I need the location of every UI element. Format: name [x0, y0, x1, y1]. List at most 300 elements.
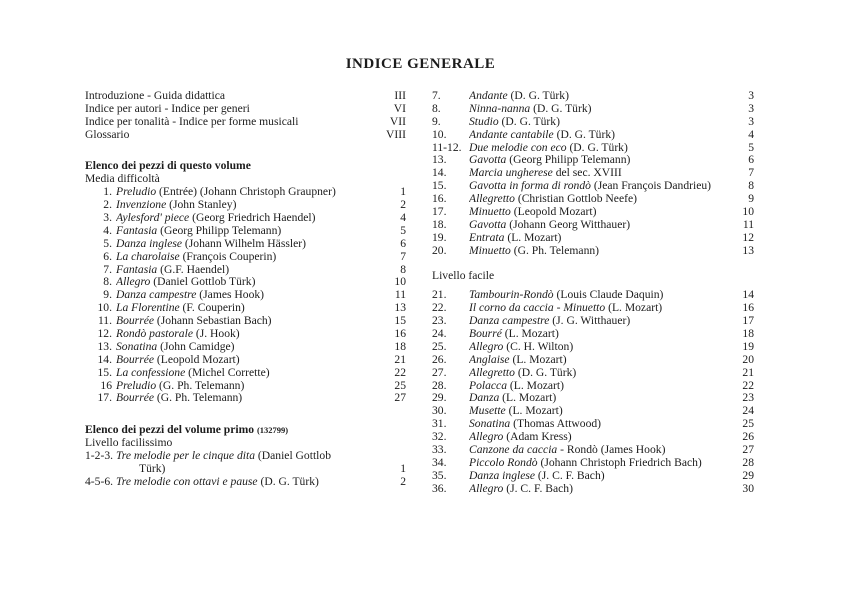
entry-title: Gavotta: [469, 218, 507, 231]
entry-text: [469, 245, 738, 258]
entry-author: (L. Mozart): [509, 353, 567, 366]
entry-number: 1-2-3.: [85, 449, 114, 463]
entry-author: (L. Mozart): [505, 405, 563, 418]
entry-text: [116, 328, 390, 341]
entry-text: [469, 444, 738, 457]
level-label: [432, 270, 754, 283]
toc-row: [85, 328, 406, 341]
toc-row: [432, 431, 754, 444]
entry-text: [469, 206, 738, 219]
right-list-b: [432, 289, 754, 495]
entry-title: Canzone da caccia: [469, 444, 558, 457]
entry-title: Invenzione: [116, 199, 167, 212]
entry-author: - Rondò (James Hook): [557, 444, 666, 457]
entry-title: Preludio: [116, 186, 157, 199]
entry-page: VIII: [386, 127, 406, 141]
entry-page: 4: [400, 211, 406, 225]
entry-author: (Johann Christoph Friedrich Bach): [537, 456, 702, 469]
entry-title: Piccolo Rondò: [469, 456, 538, 469]
entry-page: 21: [742, 365, 754, 379]
entry-author: (L. Mozart): [499, 392, 557, 405]
entry-title: Minuetto: [469, 206, 511, 219]
toc-row: [432, 142, 754, 155]
entry-number: 2.: [103, 198, 112, 212]
entry-number: 4-5-6.: [85, 474, 114, 488]
page-title: INDICE GENERALE: [345, 56, 496, 72]
entry-number: 14.: [432, 166, 447, 180]
entry-page: 7: [748, 166, 754, 180]
entry-text: [116, 380, 390, 393]
entry-title: Tambourin-Rondò: [469, 289, 554, 302]
entry-title: La confessione: [116, 366, 186, 379]
toc-row: [432, 219, 754, 232]
entry-text: Indice per tonalità - Indice per forme musicali: [85, 115, 299, 128]
entry-title: Danza campestre: [469, 315, 550, 328]
entry-text: [469, 302, 738, 315]
entry-author: (François Couperin): [179, 250, 277, 263]
entry-page: 23: [742, 391, 754, 405]
entry-number: 6.: [103, 249, 112, 263]
entry-page: 26: [742, 430, 754, 444]
entry-text: [469, 380, 738, 393]
entry-page: 11: [394, 288, 406, 302]
entry-author: (D. G. Türk): [498, 115, 560, 128]
entry-text: [469, 154, 744, 167]
toc-row: [432, 367, 754, 380]
entry-page: 8: [748, 179, 754, 193]
entry-title: Bourré: [469, 328, 502, 341]
entry-title: Gavotta: [469, 154, 507, 167]
right-column: [432, 90, 754, 496]
entry-text: [469, 315, 738, 328]
toc-row: [85, 354, 406, 367]
toc-row: [432, 90, 754, 103]
entry-page: 20: [742, 352, 754, 366]
entry-number: 16: [100, 378, 112, 392]
toc-row: [432, 315, 754, 328]
entry-page: 1: [400, 461, 406, 475]
entry-text: [469, 483, 738, 496]
entry-author: (J. G. Witthauer): [549, 315, 631, 328]
toc-row: [432, 380, 754, 393]
toc-row: [85, 264, 406, 277]
entry-author: (Thomas Attwood): [510, 418, 602, 431]
entry-text: [116, 315, 390, 328]
entry-title: Sonatina: [116, 340, 158, 353]
toc-row: [85, 129, 406, 142]
entry-number: 11.: [97, 314, 112, 328]
toc-row: [85, 238, 406, 251]
entry-author: (John Camidge): [157, 340, 235, 353]
section1-list: [85, 186, 406, 405]
toc-row: [432, 167, 754, 180]
entry-title: Marcia ungherese: [469, 167, 553, 180]
toc-row: [432, 328, 754, 341]
entry-author: (Johann Wilhelm Hässler): [182, 237, 306, 250]
entry-author: (Daniel Gottlob: [255, 450, 331, 463]
entry-text: [116, 199, 396, 212]
entry-author: (Jean François Dandrieu): [590, 180, 712, 193]
entry-page: 18: [742, 327, 754, 341]
entry-page: 11: [742, 217, 754, 231]
entry-page: 24: [742, 404, 754, 418]
toc-row: [432, 418, 754, 431]
entry-number: 17.: [432, 205, 447, 219]
toc-row: [85, 450, 406, 463]
toc-row: [432, 180, 754, 193]
toc-row: [85, 367, 406, 380]
right-list-a: [432, 90, 754, 258]
toc-row: [432, 470, 754, 483]
section-heading: [85, 424, 406, 437]
section2-list: [85, 450, 406, 489]
entry-number: 30.: [432, 404, 447, 418]
entry-author: (D. G. Türk): [507, 90, 569, 102]
entry-title: Bourrée: [116, 353, 154, 366]
entry-page: 16: [742, 301, 754, 315]
entry-page: 22: [394, 365, 406, 379]
entry-number: 32.: [432, 430, 447, 444]
entry-page: 6: [400, 236, 406, 250]
entry-page: 27: [394, 391, 406, 405]
entry-number: 3.: [103, 211, 112, 225]
toc-row: [432, 483, 754, 496]
entry-number: 19.: [432, 230, 447, 244]
entry-number: 34.: [432, 455, 447, 469]
entry-number: 8.: [432, 101, 441, 115]
entry-author: (Georg Friedrich Haendel): [189, 212, 316, 225]
entry-page: VII: [389, 114, 406, 128]
entry-text: [116, 354, 390, 367]
entry-page: 7: [400, 249, 406, 263]
toc-row: [432, 444, 754, 457]
entry-text: [116, 186, 396, 199]
entry-page: 5: [400, 223, 406, 237]
toc-row: [432, 206, 754, 219]
entry-number: 15.: [432, 179, 447, 193]
entry-page: 25: [742, 417, 754, 431]
entry-text: [469, 116, 744, 129]
entry-title: Studio: [469, 115, 499, 128]
toc-row: [85, 103, 406, 116]
toc-row: [85, 199, 406, 212]
entry-number: 4.: [103, 223, 112, 237]
toc-row: [85, 90, 406, 103]
entry-page: 10: [742, 205, 754, 219]
toc-row: [432, 341, 754, 354]
entry-number: 22.: [432, 301, 447, 315]
toc-row: [432, 129, 754, 142]
entry-page: 29: [742, 468, 754, 482]
toc-row: [85, 380, 406, 393]
entry-page: 16: [394, 327, 406, 341]
entry-text: [469, 341, 738, 354]
entry-number: 24.: [432, 327, 447, 341]
entry-title: Bourrée: [116, 315, 154, 328]
entry-number: 20.: [432, 243, 447, 257]
entry-author: (L. Mozart): [507, 379, 564, 392]
entry-text: [469, 193, 744, 206]
entry-number: 31.: [432, 417, 447, 431]
entry-page: 14: [742, 288, 754, 302]
entry-author: (G. Ph. Telemann): [156, 379, 245, 392]
entry-page: 3: [748, 89, 754, 102]
entry-page: III: [394, 89, 406, 102]
entry-author: (Christian Gottlob Neefe): [514, 193, 637, 206]
entry-text: [469, 142, 744, 155]
entry-page: VI: [393, 101, 406, 115]
entry-title: Anglaise: [469, 353, 510, 366]
toc-row: [85, 225, 406, 238]
entry-text: [116, 225, 396, 238]
entry-page: 2: [400, 198, 406, 212]
entry-page: 27: [742, 443, 754, 457]
entry-author: (Leopold Mozart): [154, 353, 240, 366]
entry-title: Fantasia: [116, 263, 158, 276]
entry-author: (Louis Claude Daquin): [553, 289, 664, 302]
entry-title: Il corno da caccia - Minuetto: [469, 302, 606, 315]
entry-number: 36.: [432, 481, 447, 495]
entry-text: [469, 431, 738, 444]
toc-row: [85, 276, 406, 289]
entry-title: Allegro: [469, 431, 504, 444]
entry-text: [116, 238, 396, 251]
entry-text: [116, 251, 396, 264]
entry-number: 13.: [97, 339, 112, 353]
entry-number: 29.: [432, 391, 447, 405]
toc-row: [85, 251, 406, 264]
entry-text: Introduzione - Guida didattica: [85, 90, 226, 102]
entry-text: [116, 341, 390, 354]
toc-row: [85, 392, 406, 405]
left-column: [85, 90, 406, 489]
entry-page: 3: [748, 114, 754, 128]
entry-author: (Daniel Gottlob Türk): [150, 276, 256, 289]
toc-row: [432, 302, 754, 315]
entry-title: Allegro: [469, 482, 504, 495]
toc-row: [432, 354, 754, 367]
entry-page: 5: [748, 140, 754, 154]
entry-title: Tre melodie con ottavi e pause: [116, 475, 258, 488]
entry-number: 21.: [432, 288, 447, 302]
entry-number: 1.: [103, 185, 112, 199]
toc-row: [85, 186, 406, 199]
entry-author: (Michel Corrette): [185, 366, 270, 379]
entry-author: (Georg Philipp Telemann): [506, 154, 631, 167]
toc-row: [432, 154, 754, 167]
entry-title: Minuetto: [469, 244, 511, 257]
entry-author: (L. Mozart): [605, 302, 663, 315]
level-label-text: Media difficoltà: [85, 173, 160, 186]
entry-text: [116, 276, 390, 289]
entry-page: 17: [742, 314, 754, 328]
entry-number: 12.: [97, 327, 112, 341]
entry-number: 7.: [103, 262, 112, 276]
entry-title: Allegretto: [469, 193, 515, 206]
entry-number: 28.: [432, 378, 447, 392]
entry-author: (J. C. F. Bach): [535, 469, 605, 482]
entry-number: 7.: [432, 89, 441, 102]
entry-author: (Entrée) (Johann Christoph Graupner): [156, 186, 336, 199]
entry-text: [469, 457, 738, 470]
entry-author: (Johann Georg Witthauer): [506, 218, 631, 231]
entry-author: (James Hook): [196, 289, 265, 302]
entry-author: (John Stanley): [166, 199, 237, 212]
entry-text: [469, 354, 738, 367]
entry-title: Entrata: [469, 231, 505, 244]
entry-text: [469, 103, 744, 116]
entry-number: 17.: [97, 391, 112, 405]
entry-author: (Adam Kress): [503, 431, 572, 444]
entry-author: (D. G. Türk): [553, 128, 615, 141]
toc-row-continued: [85, 463, 406, 476]
entry-page: 10: [394, 275, 406, 289]
entry-text: [116, 476, 396, 489]
entry-number: 18.: [432, 217, 447, 231]
entry-text: [469, 180, 744, 193]
entry-text: [116, 264, 396, 277]
entry-number: 23.: [432, 314, 447, 328]
entry-author: (Johann Sebastian Bach): [154, 315, 272, 328]
section-code: (132799): [256, 425, 289, 436]
entry-page: 13: [742, 243, 754, 257]
entry-title: Aylesford' piece: [116, 212, 190, 225]
entry-author: (C. H. Wilton): [503, 340, 574, 353]
entry-page: 19: [742, 339, 754, 353]
toc-row: [85, 341, 406, 354]
entry-author: (G.F. Haendel): [157, 263, 230, 276]
entry-text: [469, 167, 744, 180]
entry-author: (Georg Philipp Telemann): [157, 224, 282, 237]
entry-author: (G. Ph. Telemann): [154, 392, 243, 405]
entry-page: 9: [748, 192, 754, 206]
entry-text: [469, 367, 738, 380]
entry-title: Rondò pastorale: [116, 328, 193, 341]
entry-author: (J. C. F. Bach): [503, 482, 573, 495]
entry-text: [469, 470, 738, 483]
level-label-text: Livello facilissimo: [85, 437, 173, 450]
entry-title: Preludio: [116, 379, 157, 392]
entry-text: [116, 367, 390, 380]
entry-author: (D. G. Türk): [514, 366, 577, 379]
entry-page: 6: [748, 153, 754, 167]
entry-author: del sec. XVIII: [552, 167, 622, 180]
entry-title: Danza campestre: [116, 289, 197, 302]
entry-page: 12: [742, 230, 754, 244]
toc-row: [85, 212, 406, 225]
level-label: [85, 437, 406, 450]
entry-page: 28: [742, 455, 754, 469]
entry-author: (L. Mozart): [501, 328, 559, 341]
entry-page: 13: [394, 301, 406, 315]
entry-text: [469, 219, 739, 232]
entry-title: Gavotta in forma di rondò: [469, 180, 591, 193]
entry-number: 35.: [432, 468, 447, 482]
entry-text: [469, 232, 738, 245]
entry-author: (G. Ph. Telemann): [510, 244, 600, 257]
entry-number: 27.: [432, 365, 447, 379]
entry-page: 25: [394, 378, 406, 392]
entry-title: Danza: [469, 392, 500, 405]
entry-text: [469, 418, 738, 431]
toc-row: [432, 116, 754, 129]
entry-text: [116, 392, 390, 405]
entry-title: Andante: [469, 90, 508, 102]
toc-row: [432, 103, 754, 116]
toc-row: [432, 392, 754, 405]
entry-author: (L. Mozart): [504, 231, 562, 244]
entry-number: 11-12.: [432, 140, 462, 154]
entry-author: (F. Couperin): [179, 302, 245, 315]
toc-row: [432, 405, 754, 418]
entry-title: Allegro: [469, 340, 504, 353]
entry-text: Glossario: [85, 128, 130, 141]
entry-title: Tre melodie per le cinque dita: [116, 450, 255, 463]
entry-number: 13.: [432, 153, 447, 167]
entry-text: Indice per autori - Indice per generi: [85, 102, 250, 115]
entry-number: 9.: [432, 114, 441, 128]
entry-text: [469, 129, 744, 142]
entry-author: (Leopold Mozart): [510, 206, 597, 219]
entry-title: Danza inglese: [469, 469, 536, 482]
entry-number: 5.: [103, 236, 112, 250]
entry-number: 9.: [103, 288, 112, 302]
entry-number: 10.: [432, 127, 447, 141]
entry-page: 30: [742, 481, 754, 495]
entry-text: [116, 289, 391, 302]
entry-number: 25.: [432, 339, 447, 353]
toc-row: [85, 289, 406, 302]
entry-text: [469, 90, 744, 103]
entry-page: 8: [400, 262, 406, 276]
entry-page: 15: [394, 314, 406, 328]
entry-title: La charolaise: [116, 250, 180, 263]
entry-number: 8.: [103, 275, 112, 289]
entry-number: 14.: [97, 352, 112, 366]
entry-page: 1: [400, 185, 406, 199]
toc-row: [85, 116, 406, 129]
entry-page: 21: [394, 352, 406, 366]
entry-title: La Florentine: [116, 302, 180, 315]
entry-page: 22: [742, 378, 754, 392]
entry-title: Due melodie con eco: [469, 141, 567, 154]
entry-author: (D. G. Türk): [257, 475, 319, 488]
level-label: [85, 173, 406, 186]
entry-author-continued: Türk): [139, 462, 166, 475]
entry-author: (J. Hook): [192, 328, 240, 341]
entry-page: 2: [400, 474, 406, 488]
entry-number: 10.: [97, 301, 112, 315]
entry-author: (D. G. Türk): [530, 102, 592, 115]
toc-row: [432, 245, 754, 258]
entry-text: [469, 328, 738, 341]
section-heading-text: Elenco dei pezzi di questo volume: [85, 160, 251, 173]
entry-text: [469, 289, 738, 302]
entry-title: Allegro: [116, 276, 151, 289]
section-heading: [85, 160, 406, 173]
entry-title: Fantasia: [116, 224, 158, 237]
toc-row: [432, 457, 754, 470]
entry-text: [116, 450, 406, 463]
entry-title: Musette: [469, 405, 506, 418]
entry-title: Ninna-nanna: [469, 102, 531, 115]
intro-list: [85, 90, 406, 142]
entry-title: Danza inglese: [116, 237, 183, 250]
toc-row: [85, 476, 406, 489]
entry-number: 33.: [432, 443, 447, 457]
toc-row: [432, 232, 754, 245]
entry-page: 18: [394, 339, 406, 353]
